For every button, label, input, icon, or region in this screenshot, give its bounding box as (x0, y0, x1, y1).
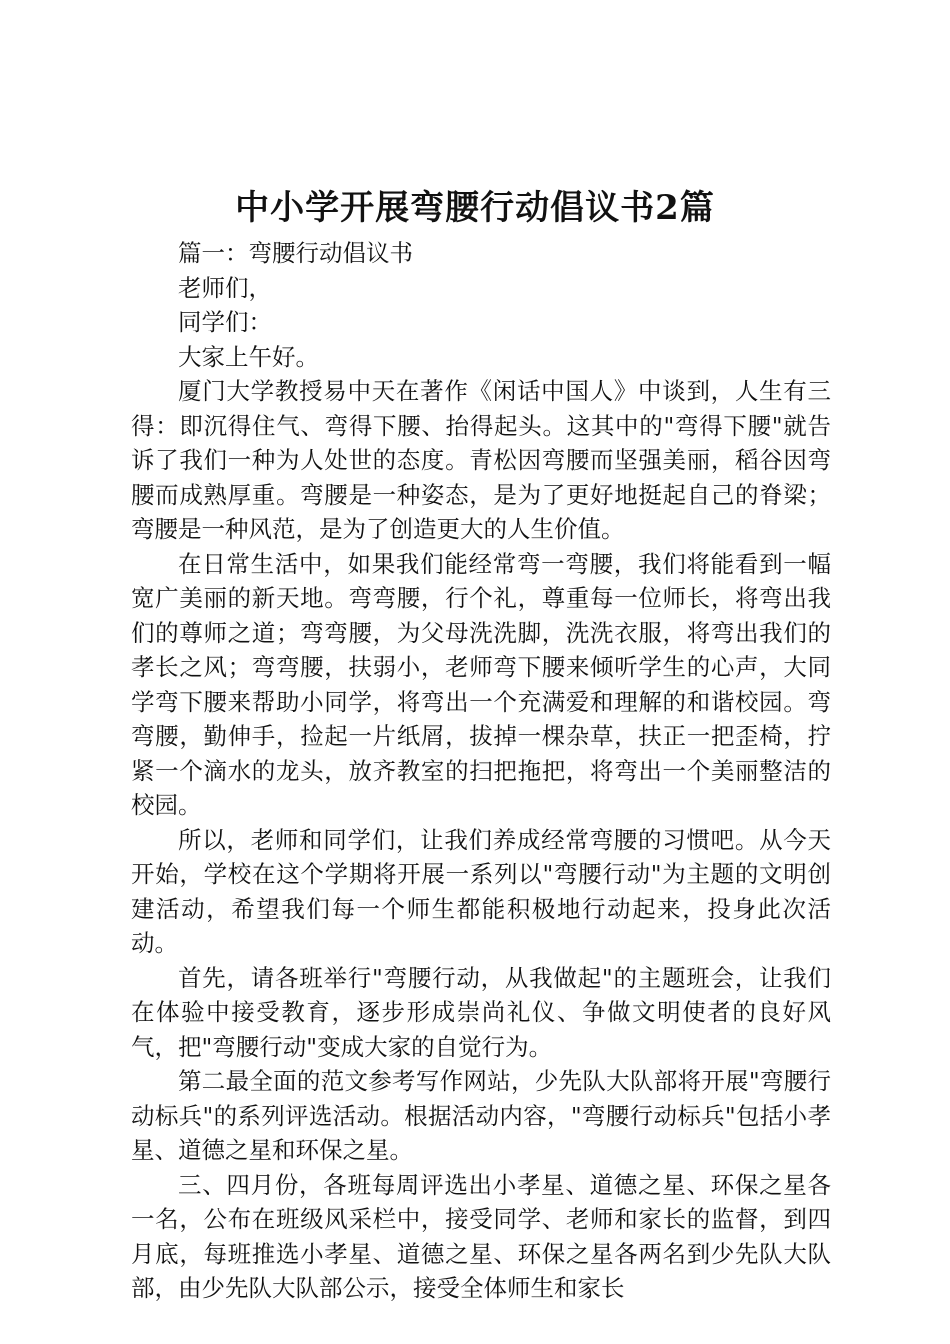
paragraph: 首先，请各班举行"弯腰行动，从我做起"的主题班会，让我们在体验中接受教育，逐步形成崇尚礼仪、争做文明使者的良好风气，把"弯腰行动"变成大家的自觉行为。 (131, 963, 831, 1061)
paragraph: 三、四月份，各班每周评选出小孝星、道德之星、环保之星各一名，公布在班级风采栏中，接受同学、老师和家长的监督，到四月底，每班推选小孝星、道德之星、环保之星各两名到少先队大队部，由少先队大队部公示，接受全体师生和家长 (131, 1170, 831, 1302)
document-body (131, 236, 831, 1306)
paragraph-greeting: 大家上午好。 (178, 342, 319, 371)
paragraph-salutation-teachers: 老师们， (178, 273, 272, 302)
paragraph: 在日常生活中，如果我们能经常弯一弯腰，我们将能看到一幅宽广美丽的新天地。弯弯腰，行个礼，尊重每一位师长，将弯出我们的尊师之道；弯弯腰，为父母洗洗脚，洗洗衣服，将弯出我们的孝长之风；弯弯腰，扶弱小，老师弯下腰来倾听学生的心声，大同学弯下腰来帮助小同学，将弯出一个充满爱和理解的和谐校园。弯弯腰，勤伸手，捡起一片纸屑，拔掉一棵杂草，扶正一把歪椅，拧紧一个滴水的龙头，放齐教室的扫把拖把，将弯出一个美丽整洁的校园。 (131, 549, 831, 819)
paragraph-heading: 篇一：弯腰行动倡议书 (178, 239, 413, 267)
paragraph: 第二最全面的范文参考写作网站，少先队大队部将开展"弯腰行动标兵"的系列评选活动。根据活动内容，"弯腰行动标兵"包括小孝星、道德之星和环保之星。 (131, 1067, 831, 1164)
document-title: 中小学开展弯腰行动倡议书2篇 (235, 188, 715, 228)
paragraph: 所以，老师和同学们，让我们养成经常弯腰的习惯吧。从今天开始，学校在这个学期将开展一系列以"弯腰行动"为主题的文明创建活动，希望我们每一个师生都能积极地行动起来，投身此次活动。 (131, 825, 831, 957)
paragraph-salutation-students: 同学们： (178, 308, 272, 336)
paragraph: 厦门大学教授易中天在著作《闲话中国人》中谈到，人生有三得：即沉得住气、弯得下腰、抬得起头。这其中的"弯得下腰"就告诉了我们一种为人处世的态度。青松因弯腰而坚强美丽，稻谷因弯腰而成熟厚重。弯腰是一种姿态，是为了更好地挺起自己的脊梁；弯腰是一种风范，是为了创造更大的人生价值。 (131, 377, 831, 543)
